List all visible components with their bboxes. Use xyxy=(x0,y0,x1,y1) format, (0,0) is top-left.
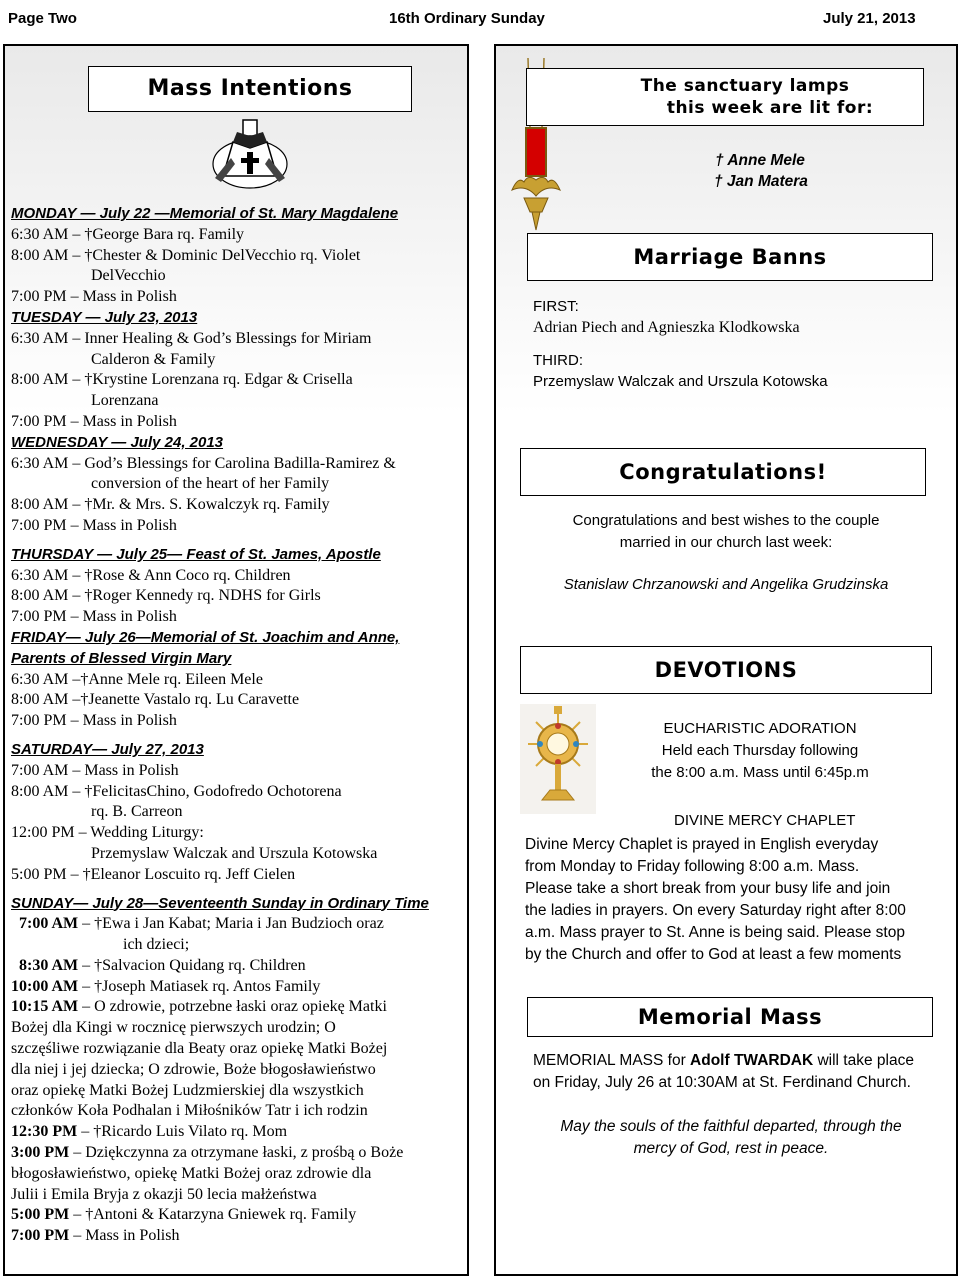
intention-line: 8:00 AM – †Roger Kennedy rq. NDHS for Girls xyxy=(11,587,321,605)
lamps-title-line-1: The sanctuary lamps xyxy=(640,76,850,96)
header-date: July 21, 2013 xyxy=(823,10,916,27)
monstrance-icon xyxy=(520,704,596,814)
memorial-line-1a: MEMORIAL MASS for xyxy=(533,1052,691,1069)
congrats-couple: Stanislaw Chrzanowski and Angelika Grudzinska xyxy=(563,576,889,593)
intention-line: 10:00 AM – †Joseph Matiasek rq. Antos Family xyxy=(11,977,321,995)
intention-line: 12:30 PM – †Ricardo Luis Vilato rq. Mom xyxy=(11,1123,288,1141)
page-header xyxy=(0,0,960,36)
chaplet-line: Please take a short break from your busy life and join xyxy=(525,880,891,897)
intention-line: Bożej dla Kingi w rocznicę pierwszych urodzin; O xyxy=(11,1019,336,1037)
day-heading: SUNDAY— July 28—Seventeenth Sunday in Ordinary Time xyxy=(11,894,429,912)
intention-line: 7:00 PM – Mass in Polish xyxy=(11,412,177,430)
intention-line: conversion of the heart of her Family xyxy=(91,475,330,493)
intentions-list xyxy=(11,204,466,1247)
mass-intentions-column xyxy=(3,44,469,1276)
devotions-title: DEVOTIONS xyxy=(520,646,932,694)
intention-line: 8:00 AM – †Mr. & Mrs. S. Kowalczyk rq. Family xyxy=(11,496,330,514)
mass-time: 7:00 PM xyxy=(11,1227,70,1245)
intention-line: 7:00 PM – Mass in Polish xyxy=(11,1227,180,1245)
intention-line: Przemyslaw Walczak and Urszula Kotowska xyxy=(91,844,378,862)
day-heading: FRIDAY— July 26—Memorial of St. Joachim and Anne, xyxy=(11,628,400,646)
intention-line: 7:00 PM – Mass in Polish xyxy=(11,516,177,534)
intention-line: oraz opiekę Matki Bożej Ludzmierskiej dla wszystkich xyxy=(11,1081,364,1099)
intention-line: członków Koła Podhalan i Miłośników Tatr i ich rodzin xyxy=(11,1102,368,1120)
intention-line: ich dzieci; xyxy=(123,936,190,954)
lamp-name: † Jan Matera xyxy=(714,173,808,190)
intention-line: 3:00 PM – Dziękczynna za otrzymane łaski, z prośbą o Boże xyxy=(11,1144,404,1162)
intention-line: 6:30 AM – †Rose & Ann Coco rq. Children xyxy=(11,566,291,584)
intention-line: 7:00 PM – Mass in Polish xyxy=(11,288,177,306)
mass-time: 12:30 PM xyxy=(11,1123,78,1141)
intention-line: 7:00 PM – Mass in Polish xyxy=(11,608,177,626)
intention-line: rq. B. Carreon xyxy=(91,803,183,821)
lamps-title-line-2: this week are lit for: xyxy=(666,98,874,118)
intention-line: 8:00 AM – †FelicitasChino, Godofredo Ochotorena xyxy=(11,782,342,800)
adoration-title: EUCHARISTIC ADORATION xyxy=(663,720,857,737)
sanctuary-lamps-title xyxy=(526,68,924,126)
intention-line: 6:30 AM – †George Bara rq. Family xyxy=(11,225,245,243)
chaplet-line: from Monday to Friday following 8:00 a.m. Mass. xyxy=(525,858,860,875)
chaplet-line: Divine Mercy Chaplet is prayed in English everyday xyxy=(525,836,879,853)
intention-line: błogosławieństwo, opiekę Matki Bożej oraz zdrowie dla xyxy=(11,1164,372,1182)
header-occasion: 16th Ordinary Sunday xyxy=(389,10,545,27)
chaplet-line: the ladies in prayers. On every Saturday right after 8:00 xyxy=(525,902,906,919)
mass-time: 5:00 PM xyxy=(11,1206,70,1224)
congratulations-title: Congratulations! xyxy=(520,448,926,496)
intention-line: dla niej i jej dziecka; O zdrowie, Boże błogosławieństwo xyxy=(11,1060,376,1078)
intention-line: 6:30 AM – God’s Blessings for Carolina Badilla-Ramirez & xyxy=(11,454,396,472)
memorial-mass-text xyxy=(533,1050,953,1094)
mass-intentions-title: Mass Intentions xyxy=(88,66,412,112)
lamp-name: † Anne Mele xyxy=(715,152,805,169)
chaplet-line: a.m. Mass prayer to St. Anne is being said. Please stop xyxy=(525,924,905,941)
banns-third-label: THIRD: xyxy=(533,352,583,369)
intention-line: 6:30 AM – Inner Healing & God’s Blessings for Miriam xyxy=(11,329,372,347)
announcements-column xyxy=(494,44,958,1276)
adoration-line-2: the 8:00 a.m. Mass until 6:45p.m xyxy=(651,764,869,781)
intention-line: DelVecchio xyxy=(91,267,166,285)
intention-line: Lorenzana xyxy=(91,392,159,410)
day-heading: THURSDAY — July 25— Feast of St. James, Apostle xyxy=(11,545,381,563)
intention-line: 8:00 AM – †Chester & Dominic DelVecchio rq. Violet xyxy=(11,246,361,264)
memorial-line-1 xyxy=(533,1050,953,1072)
day-heading: WEDNESDAY — July 24, 2013 xyxy=(11,433,224,451)
mass-time: 7:00 AM xyxy=(19,915,79,933)
chaplet-title: DIVINE MERCY CHAPLET xyxy=(674,812,856,829)
altar-bible-icon xyxy=(211,118,289,190)
intention-line: 7:00 AM – †Ewa i Jan Kabat; Maria i Jan Budzioch oraz xyxy=(19,915,384,933)
intention-line: 8:00 AM – †Krystine Lorenzana rq. Edgar & Crisella xyxy=(11,371,353,389)
memorial-line-1c: will take place xyxy=(813,1052,914,1069)
congrats-line-2: married in our church last week: xyxy=(619,534,833,551)
day-heading: TUESDAY — July 23, 2013 xyxy=(11,308,198,326)
congrats-line-1: Congratulations and best wishes to the couple xyxy=(572,512,880,529)
mass-time: 8:30 AM xyxy=(19,956,79,974)
congratulations-text xyxy=(506,510,946,596)
mass-time: 10:15 AM xyxy=(11,998,79,1016)
chaplet-line: by the Church and offer to God at least a few moments xyxy=(525,946,902,963)
chaplet-text xyxy=(525,834,950,966)
intention-line: szczęśliwe rozwiązanie dla Beaty oraz opiekę Matki Bożej xyxy=(11,1040,388,1058)
sanctuary-lamps-names xyxy=(696,150,808,192)
day-heading: MONDAY — July 22 —Memorial of St. Mary Magdalene xyxy=(11,205,399,222)
intention-line: 5:00 PM – †Eleanor Loscuito rq. Jeff Cielen xyxy=(11,865,296,883)
memorial-quote xyxy=(526,1116,936,1160)
memorial-mass-title: Memorial Mass xyxy=(527,997,933,1037)
adoration-line-1: Held each Thursday following xyxy=(661,742,859,759)
intention-line: 8:00 AM –†Jeanette Vastalo rq. Lu Caravette xyxy=(11,691,300,709)
page-number: Page Two xyxy=(8,10,77,27)
intention-line: 7:00 AM – Mass in Polish xyxy=(11,761,179,779)
mass-time: 3:00 PM xyxy=(11,1144,70,1162)
intention-line: 12:00 PM – Wedding Liturgy: xyxy=(11,824,204,842)
banns-third-couple: Przemyslaw Walczak and Urszula Kotowska xyxy=(533,373,828,390)
day-heading: Parents of Blessed Virgin Mary xyxy=(11,649,232,667)
adoration-block xyxy=(614,718,906,784)
banns-first-label: FIRST: xyxy=(533,298,579,315)
intention-line: 10:15 AM – O zdrowie, potrzebne łaski oraz opiekę Matki xyxy=(11,998,387,1016)
memorial-quote-line-1: May the souls of the faithful departed, through the xyxy=(560,1118,902,1135)
marriage-banns-title: Marriage Banns xyxy=(527,233,933,281)
intention-line: Julii i Emila Bryja z okazji 50 lecia małżeństwa xyxy=(11,1185,317,1203)
banns-first-couple: Adrian Piech and Agnieszka Klodkowska xyxy=(533,319,800,336)
intention-line: 6:30 AM –†Anne Mele rq. Eileen Mele xyxy=(11,670,263,688)
memorial-line-2: on Friday, July 26 at 10:30AM at St. Ferdinand Church. xyxy=(533,1074,911,1091)
intention-line: Calderon & Family xyxy=(91,350,216,368)
memorial-quote-line-2: mercy of God, rest in peace. xyxy=(633,1140,829,1157)
intention-line: 5:00 PM – †Antoni & Katarzyna Gniewek rq. Family xyxy=(11,1206,357,1224)
intention-line: 7:00 PM – Mass in Polish xyxy=(11,712,177,730)
day-heading: SATURDAY— July 27, 2013 xyxy=(11,740,204,758)
banns-list xyxy=(533,296,828,392)
memorial-deceased-name: Adolf TWARDAK xyxy=(690,1052,814,1069)
intention-line: 8:30 AM – †Salvacion Quidang rq. Children xyxy=(19,956,306,974)
mass-time: 10:00 AM xyxy=(11,977,79,995)
